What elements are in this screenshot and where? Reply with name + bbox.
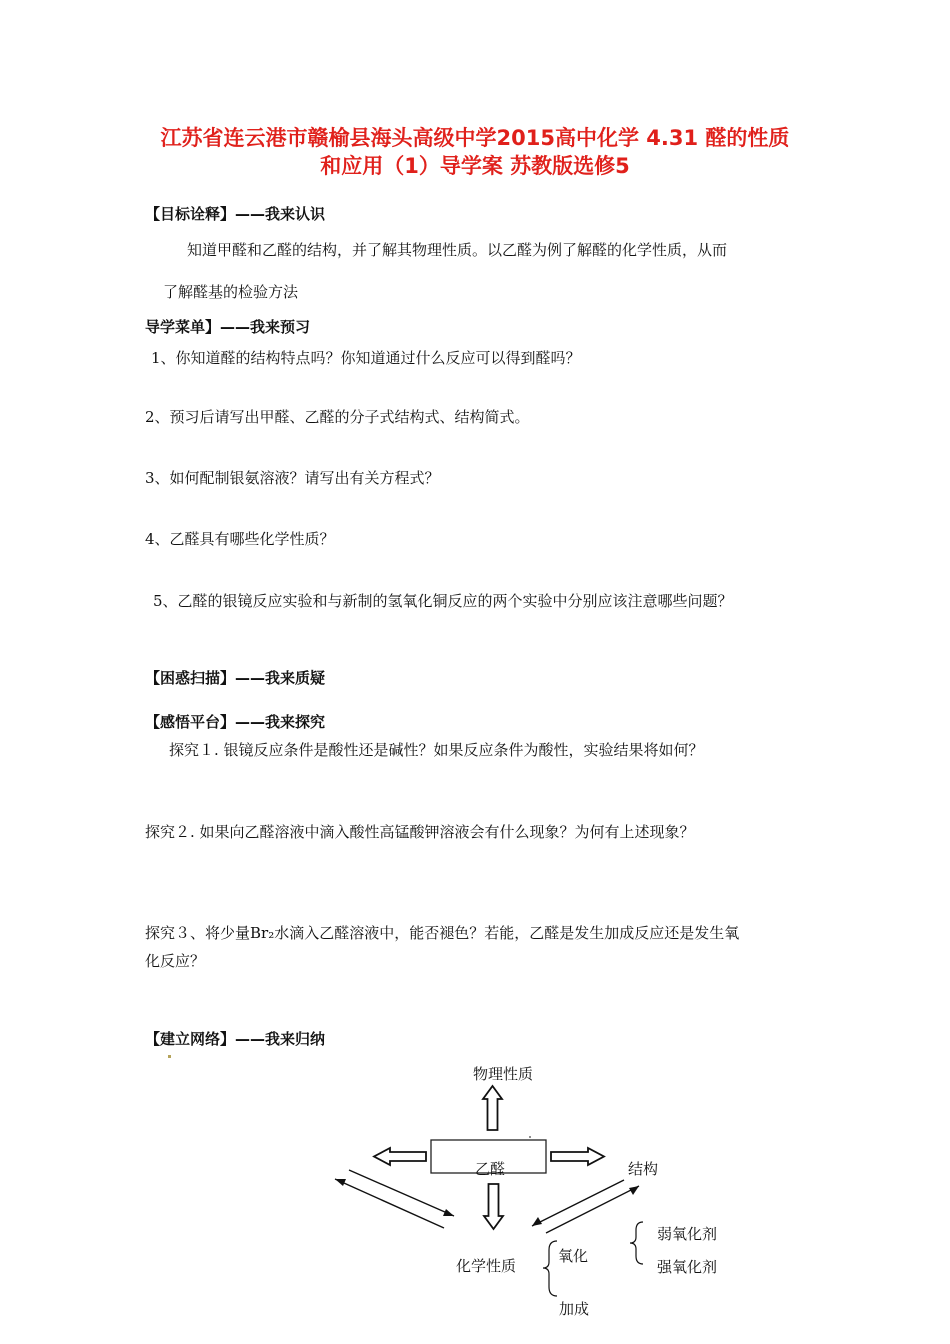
goal-text-line-2: 了解醛基的检验方法: [163, 283, 299, 301]
menu-question-4: 4、乙醛具有哪些化学性质？: [145, 530, 335, 548]
menu-question-2: 2、预习后请写出甲醛、乙醛的分子式结构式、结构简式。: [145, 408, 530, 426]
stray-dot: [168, 1055, 171, 1058]
node-weak-oxidant: 弱氧化剂: [657, 1225, 718, 1243]
goal-heading: 【目标诠释】——我来认识: [145, 205, 326, 223]
node-physical-properties: 物理性质: [472, 1065, 534, 1083]
node-acetaldehyde: 乙醛: [474, 1160, 506, 1178]
explore-item-1: 探究１. 银镜反应条件是酸性还是碱性？如果反应条件为酸性，实验结果将如何？: [169, 741, 704, 759]
explore-heading: 【感悟平台】——我来探究: [145, 713, 326, 731]
explore-item-3-line-2: 化反应？: [145, 952, 206, 970]
up-arrow: [483, 1086, 502, 1130]
network-heading: 【建立网络】——我来归纳: [145, 1030, 326, 1048]
node-strong-oxidant: 强氧化剂: [657, 1258, 718, 1276]
brace-chemical: [543, 1241, 557, 1296]
goal-text-line-1: 知道甲醛和乙醛的结构，并了解其物理性质。以乙醛为例了解醛的化学性质，从而: [187, 241, 728, 259]
menu-heading: 导学菜单】——我来预习: [145, 318, 311, 336]
explore-item-3-line-1: 探究３、将少量Br₂水滴入乙醛溶液中，能否褪色？若能，乙醛是发生加成反应还是发生氧: [145, 924, 740, 942]
explore-item-2: 探究２. 如果向乙醛溶液中滴入酸性高锰酸钾溶液会有什么现象？为何有上述现象？: [145, 823, 695, 841]
right-arrow: [551, 1148, 604, 1165]
menu-question-5: 5、乙醛的银镜反应实验和与新制的氢氧化铜反应的两个实验中分别应该注意哪些问题？: [153, 592, 733, 610]
title-line-1: 江苏省连云港市赣榆县海头高级中学2015高中化学 4.31 醛的性质: [160, 126, 790, 150]
brace-oxidation: [630, 1222, 643, 1264]
menu-question-1: 1、你知道醛的结构特点吗？你知道通过什么反应可以得到醛吗？: [151, 349, 581, 367]
node-chemical-properties: 化学性质: [456, 1257, 517, 1275]
node-structure: 结构: [628, 1160, 659, 1178]
menu-question-3: 3、如何配制银氨溶液？请写出有关方程式？: [145, 469, 440, 487]
node-oxidation: 氧化: [558, 1247, 589, 1265]
node-addition: 加成: [559, 1300, 590, 1318]
left-arrow: [374, 1148, 426, 1165]
down-arrow: [484, 1184, 503, 1229]
confusion-heading: 【困惑扫描】——我来质疑: [145, 669, 326, 687]
title-line-2: 和应用（1）导学案 苏教版选修5: [320, 154, 630, 178]
